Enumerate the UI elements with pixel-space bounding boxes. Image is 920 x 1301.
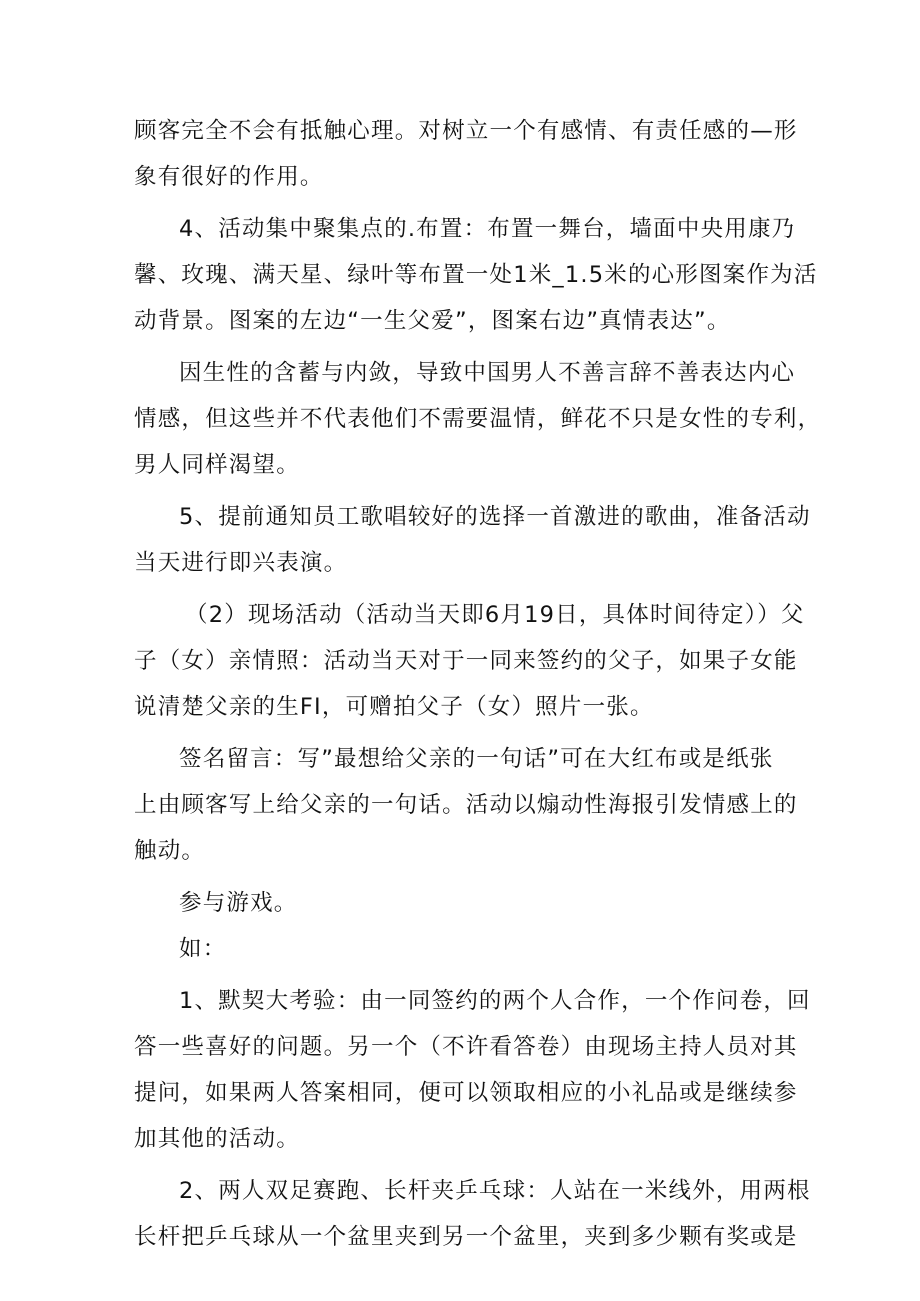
paragraph-line: 子（女）亲情照：活动当天对于一同来签约的父子，如果子女能	[134, 648, 798, 674]
paragraph-line: 5、提前通知员工歌唱较好的选择一首激进的歌曲，准备活动	[179, 504, 811, 530]
paragraph-line: 当天进行即兴表演。	[134, 550, 348, 576]
paragraph-line: 参与游戏。	[179, 890, 298, 916]
paragraph-line: 馨、玫瑰、满天星、绿叶等布置一处1米_1.5米的心形图案作为活	[134, 262, 818, 288]
document-body	[134, 108, 822, 1260]
paragraph-line: 2、两人双足赛跑、长杆夹乒乓球：人站在一米线外，用两根	[179, 1178, 811, 1204]
paragraph-line: 因生性的含蓄与内敛，导致中国男人不善言辞不善表达内心	[179, 360, 796, 386]
paragraph-line: 长杆把乒乓球从一个盆里夹到另一个盆里，夹到多少颗有奖或是	[134, 1224, 798, 1250]
paragraph-line: 答一些喜好的问题。另一个（不许看答卷）由现场主持人员对其	[134, 1034, 798, 1060]
paragraph-line: 1、默契大考验：由一同签约的两个人合作，一个作问卷，回	[179, 988, 811, 1014]
paragraph-line: 提问，如果两人答案相同，便可以领取相应的小礼品或是继续参	[134, 1080, 798, 1106]
paragraph-line: 签名留言：写”最想给父亲的一句话”可在大红布或是纸张	[179, 746, 774, 772]
paragraph-line: 4、活动集中聚集点的.布置：布置一舞台，墙面中央用康乃	[179, 216, 796, 242]
paragraph-line: 象有很好的作用。	[134, 164, 324, 190]
paragraph-line: （2）现场活动（活动当天即6月19日，具体时间待定））父	[185, 602, 805, 628]
paragraph-line: 触动。	[134, 838, 206, 864]
paragraph-line: 上由顾客写上给父亲的一句话。活动以煽动性海报引发情感上的	[134, 792, 798, 818]
paragraph-line: 说清楚父亲的生FI，可赠拍父子（女）照片一张。	[134, 694, 654, 720]
paragraph-line: 如：	[179, 936, 227, 962]
paragraph-line: 男人同样渴望。	[134, 452, 300, 478]
paragraph-line: 动背景。图案的左边“一生父爱”，图案右边”真情表达”。	[134, 308, 731, 334]
paragraph-line: 加其他的活动。	[134, 1126, 300, 1152]
paragraph-line: 顾客完全不会有抵触心理。对树立一个有感情、有责任感的—形	[134, 118, 798, 144]
paragraph-line: 情感，但这些并不代表他们不需要温情，鲜花不只是女性的专利，	[134, 406, 822, 432]
